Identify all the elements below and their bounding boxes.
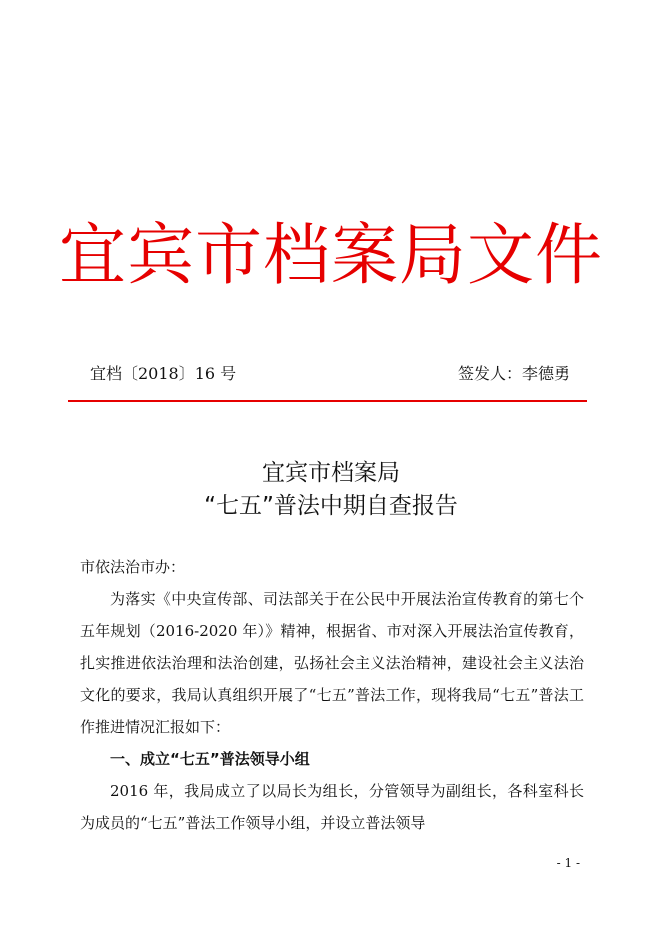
agency-red-header: 宜宾市档案局文件 [59, 216, 603, 294]
paragraph-section-1: 2016 年，我局成立了以局长为组长，分管领导为副组长，各科室科长为成员的“七五”普法工作领导小组，并设立普法领导 [80, 782, 584, 832]
red-divider [68, 400, 587, 402]
report-title-line1: 宜宾市档案局 [262, 460, 400, 486]
signer: 签发人：李德勇 [457, 364, 570, 383]
section-heading-1: 一、成立“七五”普法领导小组 [110, 750, 310, 768]
report-title-line2: “七五”普法中期自查报告 [204, 493, 458, 519]
salutation: 市依法治市办： [80, 558, 186, 576]
paragraph-intro: 为落实《中央宣传部、司法部关于在公民中开展法治宣传教育的第七个五年规划（2016-2020 年）》精神，根据省、市对深入开展法治宣传教育，扎实推进依法治理和法治创建，弘扬社会主义法治精神，建设社会主义法治文化的要求，我局认真组织开展了“七五”普法工作，现将我局“七五”普法工作推进情况汇报如下： [80, 590, 584, 736]
document-number: 宜档〔2018〕16 号 [90, 364, 237, 383]
page-number: - 1 - [556, 856, 580, 870]
doc-meta-row [90, 362, 570, 386]
